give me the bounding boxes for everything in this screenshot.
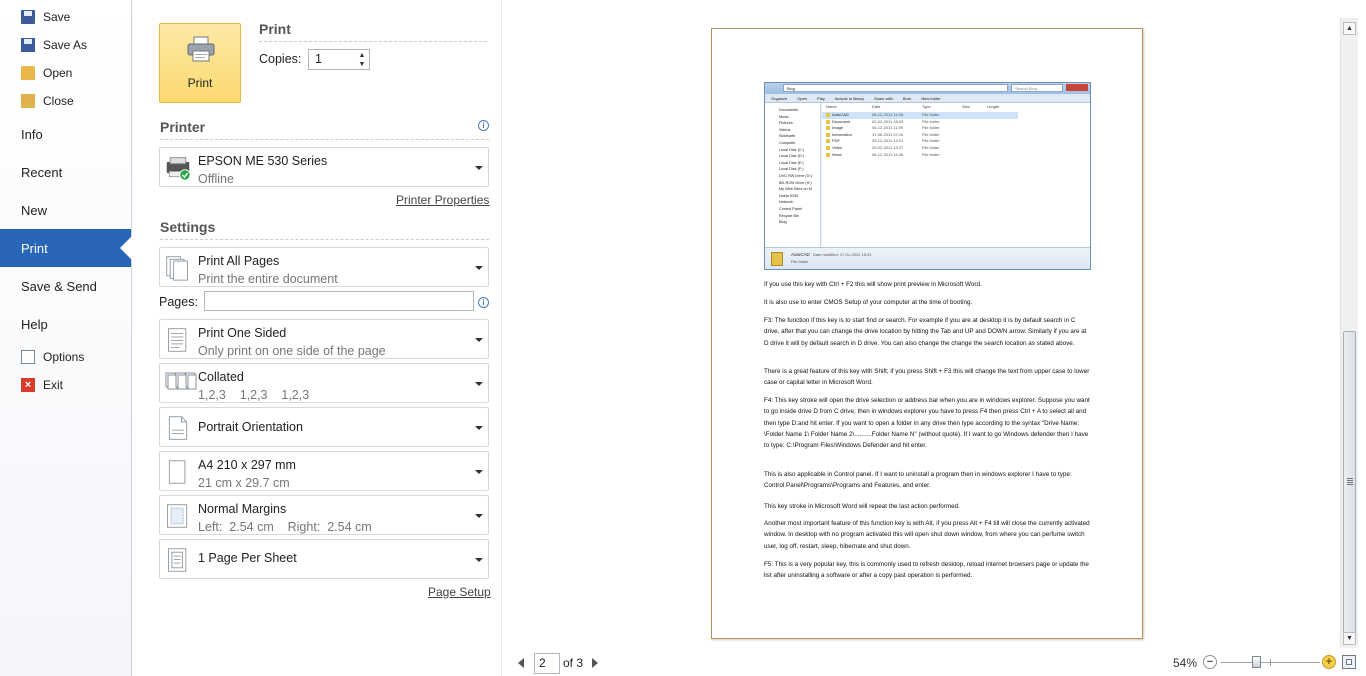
printer-title: Printer	[160, 119, 206, 135]
explorer-file-date: 02-02-2011 18:03	[872, 118, 904, 124]
explorer-file-row	[822, 145, 1090, 152]
pages-icon	[165, 253, 191, 283]
explorer-toolbar	[765, 94, 1090, 103]
options-icon	[21, 350, 35, 364]
folder-icon	[771, 252, 783, 266]
explorer-column-header: Name	[826, 104, 837, 109]
explorer-tree-item: Local Disk (D:)	[779, 154, 804, 159]
folder-icon	[826, 153, 830, 157]
nav-info[interactable]	[0, 115, 131, 153]
printer-name: EPSON ME 530 Series	[198, 154, 328, 168]
nav-save-as-label: Save As	[43, 38, 88, 52]
folder-icon	[826, 146, 830, 150]
explorer-column-header: Length	[987, 104, 1000, 109]
nav-save[interactable]	[0, 3, 131, 31]
collation-title: Collated	[198, 370, 244, 384]
explorer-tree	[765, 103, 821, 247]
explorer-file-date: 06-12-2011 11:59	[872, 125, 903, 131]
chevron-down-icon	[475, 558, 483, 562]
zoom-slider-thumb[interactable]	[1252, 656, 1261, 668]
zoom-out-icon[interactable]: −	[1203, 655, 1217, 669]
one-sided-icon	[165, 325, 191, 355]
explorer-titlebar	[765, 83, 1090, 94]
save-as-icon	[21, 38, 35, 52]
explorer-file-row	[822, 125, 1090, 132]
chevron-down-icon	[475, 382, 483, 386]
open-folder-icon	[21, 66, 35, 80]
explorer-file-row	[822, 152, 1090, 159]
explorer-file-name: Image	[832, 125, 844, 131]
explorer-tree-item: Local Disk (F:)	[779, 167, 804, 172]
margins-subtitle: Left: 2.54 cm Right: 2.54 cm	[198, 520, 372, 534]
explorer-toolbar-item: Organize	[771, 96, 788, 101]
pages-label: Pages:	[159, 295, 198, 309]
copies-up-icon[interactable]: ▲	[358, 52, 366, 59]
explorer-toolbar-item: Share with	[873, 96, 893, 101]
explorer-tree-item: Siddharth	[779, 134, 796, 139]
explorer-column-header: Size	[962, 104, 970, 109]
explorer-file-date: 06-12-2011 11:08	[872, 112, 903, 117]
explorer-file-name: AutoCAD	[832, 112, 849, 117]
preview-paragraph: It is also use to enter CMOS Setup of your computer at the time of booting.	[764, 299, 973, 306]
divider	[259, 41, 487, 42]
explorer-search: Search Blog	[1011, 84, 1063, 92]
page-per-sheet-icon	[165, 545, 191, 575]
print-range-subtitle: Print the entire document	[198, 272, 338, 286]
sides-subtitle: Only print on one side of the page	[198, 344, 386, 358]
copies-down-icon[interactable]: ▼	[358, 61, 366, 68]
print-button-label: Print	[187, 76, 213, 90]
chevron-down-icon	[475, 470, 483, 474]
divider	[160, 139, 489, 140]
embedded-explorer-screenshot	[764, 82, 1091, 270]
explorer-list	[822, 103, 1090, 247]
explorer-file-date: 17-06-2011 22:10	[872, 131, 904, 137]
explorer-tree-item: BD-ROM Drive (H:)	[779, 180, 812, 185]
explorer-file-row	[822, 132, 1090, 139]
page-count: of 3	[563, 656, 584, 670]
print-title: Print	[259, 21, 291, 37]
explorer-tree-item: Documents	[779, 108, 799, 112]
explorer-tree-item: DVD RW Drive (G:)	[779, 173, 812, 178]
explorer-tree-item: Network	[779, 200, 793, 205]
portrait-icon	[165, 413, 191, 443]
explorer-column-header: Date	[872, 104, 881, 109]
paper-size-subtitle: 21 cm x 29.7 cm	[198, 476, 290, 490]
explorer-file-date: 29-12-2011 13:21	[872, 138, 904, 144]
copies-label: Copies:	[259, 52, 302, 66]
preview-footer	[502, 650, 1366, 676]
folder-icon	[826, 120, 830, 124]
nav-help-label: Help	[21, 316, 48, 332]
explorer-file-type: File folder	[922, 138, 940, 144]
collation-dropdown[interactable]	[159, 363, 489, 403]
nav-recent-label: Recent	[21, 164, 63, 180]
print-button[interactable]	[159, 23, 241, 103]
zoom-slider-track[interactable]	[1221, 662, 1320, 663]
explorer-file-name: PDF	[832, 138, 840, 144]
nav-new-label: New	[21, 202, 48, 218]
collation-subtitle: 1,2,3 1,2,3 1,2,3	[198, 388, 310, 402]
orientation-dropdown[interactable]	[159, 407, 489, 447]
copies-value: 1	[315, 52, 322, 66]
sides-title: Print One Sided	[198, 326, 287, 340]
explorer-tree-item: Local Disk (E:)	[779, 160, 804, 165]
preview-paragraph: F4: This key stroke will open the drive selection or address bar when you are in windows explorer. Suppose you want to go inside drive D from C drive, then in windows explorer you have to press F4 then press Ctrl + A to select all and then type D:and hit enter. If you want to open a folder in any drive then type according to the syntax "Drive Name: \Folder Name 1\ Folder Name 2\..........Folder Name N" (without quote). If I want to go Windows defender then I have to type: C:\Program Files\Windows Defender and hit enter.	[764, 397, 1090, 450]
nav-close-label: Close	[43, 94, 74, 108]
nav-options[interactable]	[0, 343, 131, 371]
preview-scrollbar[interactable]	[1340, 18, 1358, 648]
printer-device-icon	[165, 153, 191, 183]
nav-save-send-label: Save & Send	[21, 278, 97, 294]
nav-new[interactable]	[0, 191, 131, 229]
details-type: File folder	[791, 259, 809, 264]
zoom-to-page-icon[interactable]	[1342, 655, 1356, 669]
explorer-tree-item: Blog	[779, 220, 787, 225]
close-folder-icon	[21, 94, 35, 108]
explorer-file-row	[822, 112, 1018, 119]
details-date: Date modified: 17-01-2012 15:41	[813, 252, 872, 257]
explorer-file-type: File folder	[922, 112, 940, 117]
explorer-file-type: File folder	[922, 118, 940, 124]
page-setup-link[interactable]: Page Setup	[428, 585, 491, 599]
backstage-nav	[0, 0, 132, 676]
chevron-down-icon	[475, 426, 483, 430]
printer-status: Offline	[198, 172, 234, 186]
chevron-down-icon	[475, 338, 483, 342]
folder-icon	[826, 139, 830, 143]
printer-info-icon[interactable]: i	[478, 120, 489, 131]
explorer-toolbar-item: Play	[817, 96, 825, 101]
margins-title: Normal Margins	[198, 502, 287, 516]
explorer-file-date: 06-12-2011 11:08	[872, 151, 903, 157]
explorer-file-type: File folder	[922, 151, 940, 157]
printer-dropdown[interactable]	[159, 147, 489, 187]
settings-title: Settings	[160, 219, 216, 235]
explorer-tree-item: Recycle Bin	[779, 213, 800, 218]
collated-icon	[165, 369, 197, 399]
print-range-dropdown[interactable]	[159, 247, 489, 287]
explorer-file-name: Word	[832, 151, 842, 157]
explorer-columns	[822, 103, 1090, 111]
scroll-down-icon[interactable]: ▼	[1343, 632, 1356, 645]
explorer-file-name: Document	[832, 118, 851, 124]
preview-paragraph: There is a great feature of this key with Shift; if you press Shift + F3 this will change the text from upper case to lower case or capital letter in Microsoft Word.	[764, 368, 1090, 387]
explorer-file-date: 20-02-2011 19:27	[872, 144, 904, 150]
copies-input[interactable]	[308, 49, 370, 70]
margins-icon	[165, 501, 191, 531]
explorer-tree-item: Control Panel	[779, 206, 803, 211]
nav-open[interactable]	[0, 59, 131, 87]
paper-size-title: A4 210 x 297 mm	[198, 458, 296, 472]
print-preview-area	[502, 0, 1340, 650]
explorer-file-row	[822, 119, 1090, 126]
pages-per-sheet-title: 1 Page Per Sheet	[198, 551, 297, 565]
printer-icon	[187, 36, 215, 62]
pages-info-icon[interactable]: i	[478, 297, 489, 308]
paper-size-icon	[165, 457, 191, 487]
scrollbar-thumb[interactable]	[1343, 331, 1356, 638]
explorer-file-type: File folder	[922, 131, 940, 137]
folder-icon	[826, 113, 830, 117]
nav-save-label: Save	[43, 10, 71, 24]
nav-print-label: Print	[21, 240, 48, 256]
explorer-file-row	[822, 138, 1090, 145]
nav-help[interactable]	[0, 305, 131, 343]
current-page-input[interactable]: 2	[534, 653, 560, 674]
folder-icon	[826, 126, 830, 130]
chevron-down-icon	[475, 166, 483, 170]
explorer-tree-item: Nokia 5230	[779, 193, 799, 198]
explorer-toolbar-item: New folder	[921, 96, 941, 101]
chevron-down-icon	[475, 514, 483, 518]
explorer-column-header: Type	[922, 104, 931, 109]
printer-properties-link[interactable]: Printer Properties	[396, 193, 490, 207]
grip-icon	[1347, 478, 1353, 479]
explorer-tree-item: Videos	[779, 127, 791, 132]
explorer-details-pane	[765, 247, 1090, 269]
explorer-tree-item: Music	[779, 114, 789, 119]
margins-dropdown[interactable]	[159, 495, 489, 535]
preview-paragraph: This is also applicable in Control panel. If I want to uninstall a program then in windows explorer I have to type: Control Panel\Programs\Programs and Features, and enter.	[764, 471, 1072, 490]
nav-exit-label: Exit	[43, 378, 64, 392]
chevron-down-icon	[475, 266, 483, 270]
nav-options-label: Options	[43, 350, 85, 364]
paper-size-dropdown[interactable]	[159, 451, 489, 491]
divider	[160, 239, 489, 240]
preview-paragraph: F3: The function if this key is to start find or search. For example if you are at desktop it is by default search in C drive, after that you can change the drive location by hitting the Tab and UP and DOWN arrow. Similarly if you are at D drive it will by default search in D drive. You can also change the change the search location as stated above.	[764, 317, 1087, 347]
sides-dropdown[interactable]	[159, 319, 489, 359]
nav-exit[interactable]	[0, 371, 131, 399]
preview-paragraph: If you use this key with Ctrl + F2 this will show print preview in Microsoft Word.	[764, 281, 982, 288]
preview-paragraph: F5: This is a very popular key, this is commonly used to refresh desktop, reload internet browsers page or update the list after uninstalling a software or after a copy past operation is performed.	[764, 561, 1089, 580]
save-icon	[21, 10, 35, 24]
explorer-file-name: Video	[832, 144, 843, 150]
preview-paragraph: This key stroke in Microsoft Word will repeat the last action performed.	[764, 503, 960, 510]
explorer-address: Blog	[783, 84, 1008, 92]
explorer-toolbar-item: Open	[797, 96, 808, 101]
scroll-up-icon[interactable]: ▲	[1343, 22, 1356, 35]
exit-icon: ×	[21, 378, 35, 392]
pages-per-sheet-dropdown[interactable]	[159, 539, 489, 579]
preview-page	[711, 28, 1143, 639]
nav-print[interactable]	[0, 229, 131, 267]
explorer-file-name: Information	[832, 131, 853, 137]
window-controls-icon	[1066, 84, 1088, 91]
nav-open-label: Open	[43, 66, 73, 80]
orientation-title: Portrait Orientation	[198, 420, 303, 434]
details-name: AutoCAD	[791, 252, 810, 257]
zoom-level[interactable]: 54%	[1173, 656, 1198, 670]
explorer-file-type: File folder	[922, 125, 940, 131]
zoom-slider-mid-tick	[1270, 659, 1271, 666]
previous-page-icon[interactable]	[518, 658, 524, 668]
nav-save-send[interactable]	[0, 267, 131, 305]
explorer-tree-item: Local Disk (C:)	[779, 147, 804, 152]
explorer-toolbar-item: Include in library	[834, 96, 864, 101]
preview-paragraph: Another most important feature of this function key is with Alt, if you press Alt + F4 till will close the currently activated window. In desktop with no program activated this will open shut down window, from where you can perfume switch user, log off, restart, sleep, hibernate and shut down.	[764, 520, 1090, 550]
nav-save-as[interactable]	[0, 31, 131, 59]
explorer-tree-item: Pictures	[779, 121, 793, 126]
pages-input[interactable]	[204, 291, 474, 311]
zoom-in-icon[interactable]: +	[1322, 655, 1336, 669]
explorer-tree-item: My Web Sites on M	[779, 187, 812, 192]
explorer-file-type: File folder	[922, 144, 940, 150]
next-page-icon[interactable]	[592, 658, 598, 668]
print-range-title: Print All Pages	[198, 254, 280, 268]
nav-info-label: Info	[21, 126, 43, 142]
folder-icon	[826, 133, 830, 137]
nav-recent[interactable]	[0, 153, 131, 191]
print-settings-panel	[132, 0, 502, 676]
explorer-toolbar-item: Burn	[902, 96, 912, 101]
explorer-files	[822, 112, 1090, 158]
nav-close[interactable]	[0, 87, 131, 115]
explorer-tree-item: Computer	[779, 140, 796, 145]
